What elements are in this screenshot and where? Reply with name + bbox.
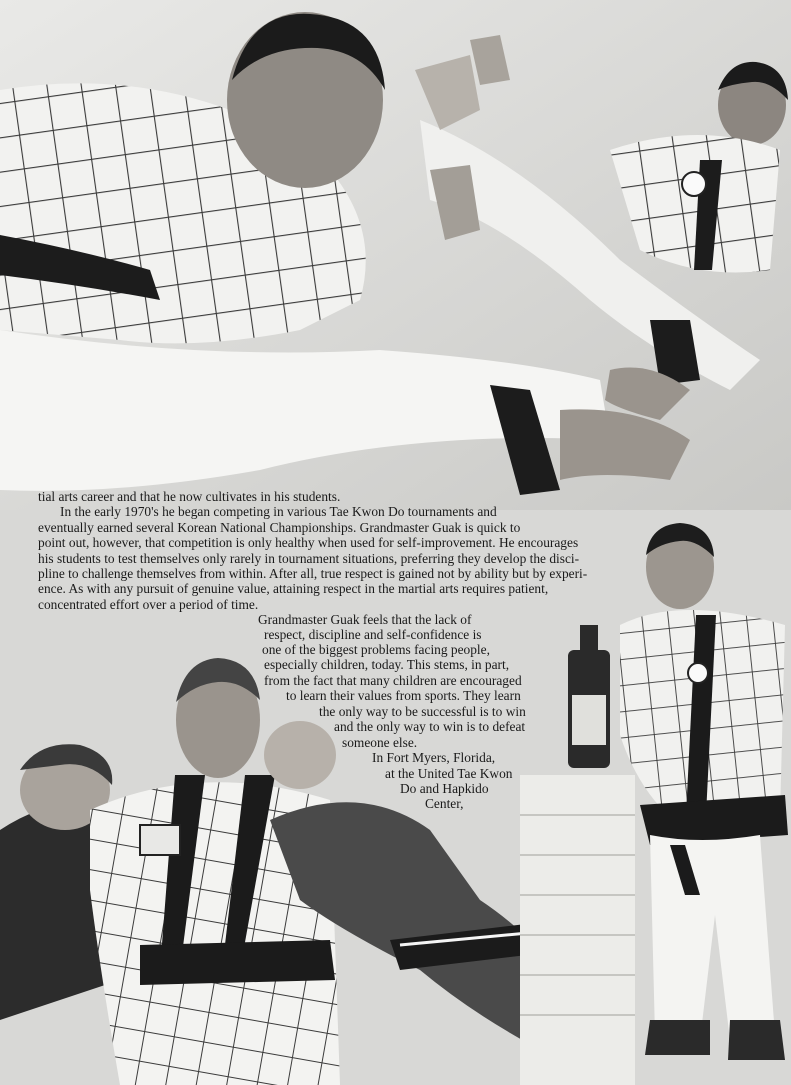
shaped-line: from the fact that many children are encouraged	[264, 673, 522, 688]
shaped-line: and the only way to win is to defeat	[334, 719, 526, 734]
shaped-line: In Fort Myers, Florida,	[372, 750, 496, 765]
shaped-line: one of the biggest problems facing people,	[262, 642, 490, 657]
shaped-line: to learn their values from sports. They learn	[286, 688, 521, 703]
flying-kick-photo	[0, 0, 791, 510]
shaped-line: Grandmaster Guak feels that the lack of	[258, 612, 472, 627]
paragraph-line: In the early 1970's he began competing in various Tae Kwon Do tournaments and	[60, 504, 497, 520]
shaped-line: respect, discipline and self-confidence is	[264, 627, 482, 642]
paragraph-line: point out, however, that competition is only healthy when used for self-improvement. He encourages	[38, 535, 579, 551]
paragraph-line: ence. As with any pursuit of genuine value, attaining respect in the martial arts requires patient,	[38, 581, 549, 597]
paragraph-line: tial arts career and that he now cultivates in his students.	[38, 489, 341, 504]
paragraph-line: concentrated effort over a period of time.	[38, 596, 259, 612]
paragraph-line: his students to test themselves only rarely in tournament situations, preferring they develop the disci-	[38, 550, 580, 566]
paragraph-line: eventually earned several Korean National Championships. Grandmaster Guak is quick to	[38, 519, 521, 535]
shaped-line: the only way to be successful is to win	[319, 704, 526, 719]
shaped-line: Do and Hapkido	[400, 781, 489, 796]
paragraph-line: pline to challenge themselves from within. After all, true respect is gained not by ability but by experi-	[38, 566, 588, 582]
shaped-line: Center,	[425, 796, 464, 811]
shaped-line: at the United Tae Kwon	[385, 766, 513, 781]
shaped-line: someone else.	[342, 735, 418, 750]
article-body-upper	[38, 489, 628, 612]
shaped-line: especially children, today. This stems, in part,	[264, 657, 510, 672]
